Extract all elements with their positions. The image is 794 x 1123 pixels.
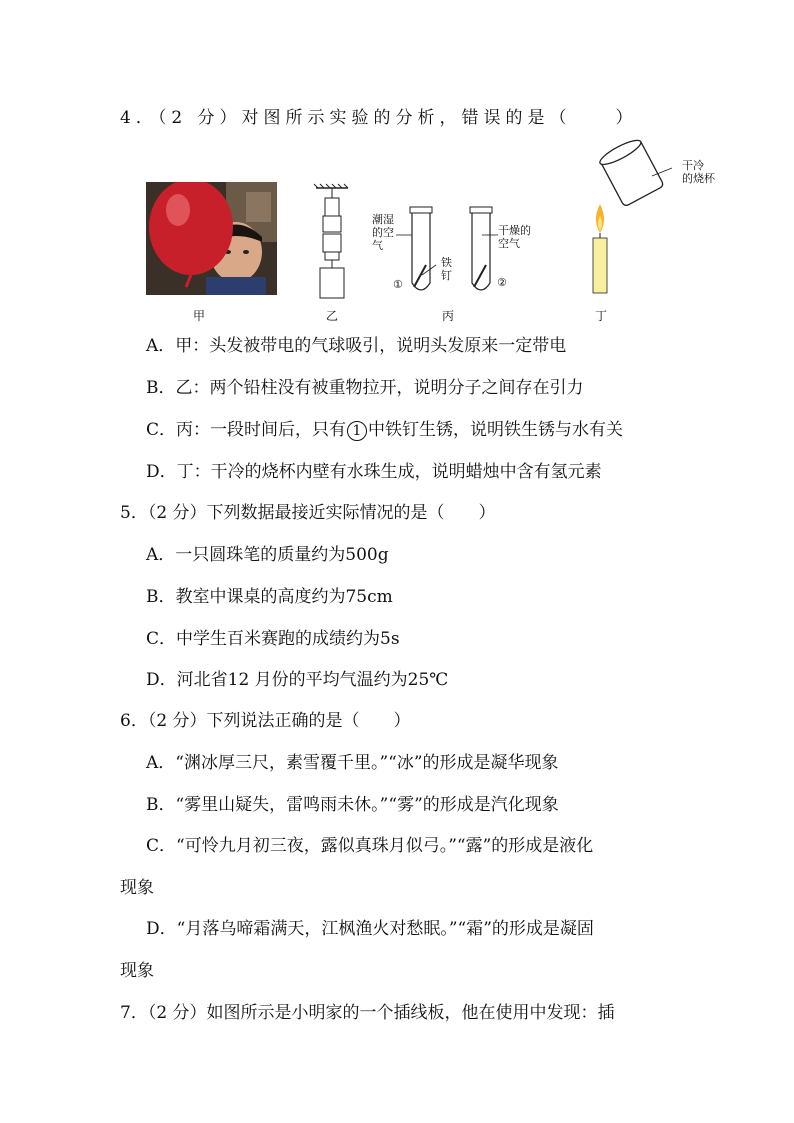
q4-option-b: B．乙：两个铅柱没有被重物拉开，说明分子之间存在引力 (146, 378, 584, 398)
caption-bing: 丙 (442, 309, 455, 323)
q5-option-c: C．中学生百米赛跑的成绩约为5s (146, 629, 400, 649)
label-nail: 铁 钉 (441, 256, 452, 282)
q6-option-a: A．“渊冰厚三尺，素雪覆千里。”“冰”的形成是凝华现象 (146, 753, 559, 773)
question-7-stem: 7．（2 分）如图所示是小明家的一个插线板，他在使用中发现：插 (120, 1003, 615, 1023)
q6-option-d: D．“月落乌啼霜满天，江枫渔火对愁眠。”“霜”的形成是凝固 (146, 919, 594, 939)
q6-option-c-continued: 现象 (120, 878, 154, 898)
caption-ding: 丁 (595, 309, 608, 323)
figure-yi-lead-cylinders (312, 182, 352, 300)
caption-yi: 乙 (326, 309, 339, 323)
label-tube-1: ① (393, 278, 403, 291)
q6-option-c: C．“可怜九月初三夜，露似真珠月似弓。”“露”的形成是液化 (146, 836, 594, 856)
question-5-stem: 5．（2 分）下列数据最接近实际情况的是（ ） (120, 503, 496, 523)
q4-option-d: D．丁：干冷的烧杯内壁有水珠生成，说明蜡烛中含有氢元素 (146, 462, 602, 482)
label-tube-2: ② (497, 276, 507, 289)
label-moist-air: 潮湿 的空 气 (372, 213, 394, 252)
figure-jia-balloon-photo (146, 182, 277, 295)
q4-option-a: A．甲：头发被带电的气球吸引，说明头发原来一定带电 (146, 336, 567, 356)
question-6-stem: 6．（2 分）下列说法正确的是（ ） (120, 711, 411, 731)
q6-option-d-continued: 现象 (120, 961, 154, 981)
caption-jia: 甲 (193, 309, 206, 323)
q5-option-b: B．教室中课桌的高度约为75cm (146, 587, 393, 607)
question-4-stem: 4．（2 分）对图所示实验的分析，错误的是（ ） (120, 108, 638, 128)
label-dry-cold-beaker: 干冷 的烧杯 (682, 159, 715, 185)
q4-option-c-prefix: C．丙：一段时间后，只有 (146, 420, 347, 440)
q4-option-c-suffix: 中铁钉生锈，说明铁生锈与水有关 (368, 420, 624, 440)
q4-option-c (146, 419, 623, 441)
circled-number-1: 1 (347, 421, 367, 441)
q5-option-d: D．河北省12 月份的平均气温约为25℃ (146, 670, 449, 690)
q6-option-b: B．“雾里山疑失，雷鸣雨未休。”“雾”的形成是汽化现象 (146, 795, 559, 815)
figure-ding-candle-beaker (590, 138, 680, 300)
label-dry-air: 干燥的 空气 (498, 224, 531, 250)
q5-option-a: A．一只圆珠笔的质量约为500g (146, 545, 389, 565)
